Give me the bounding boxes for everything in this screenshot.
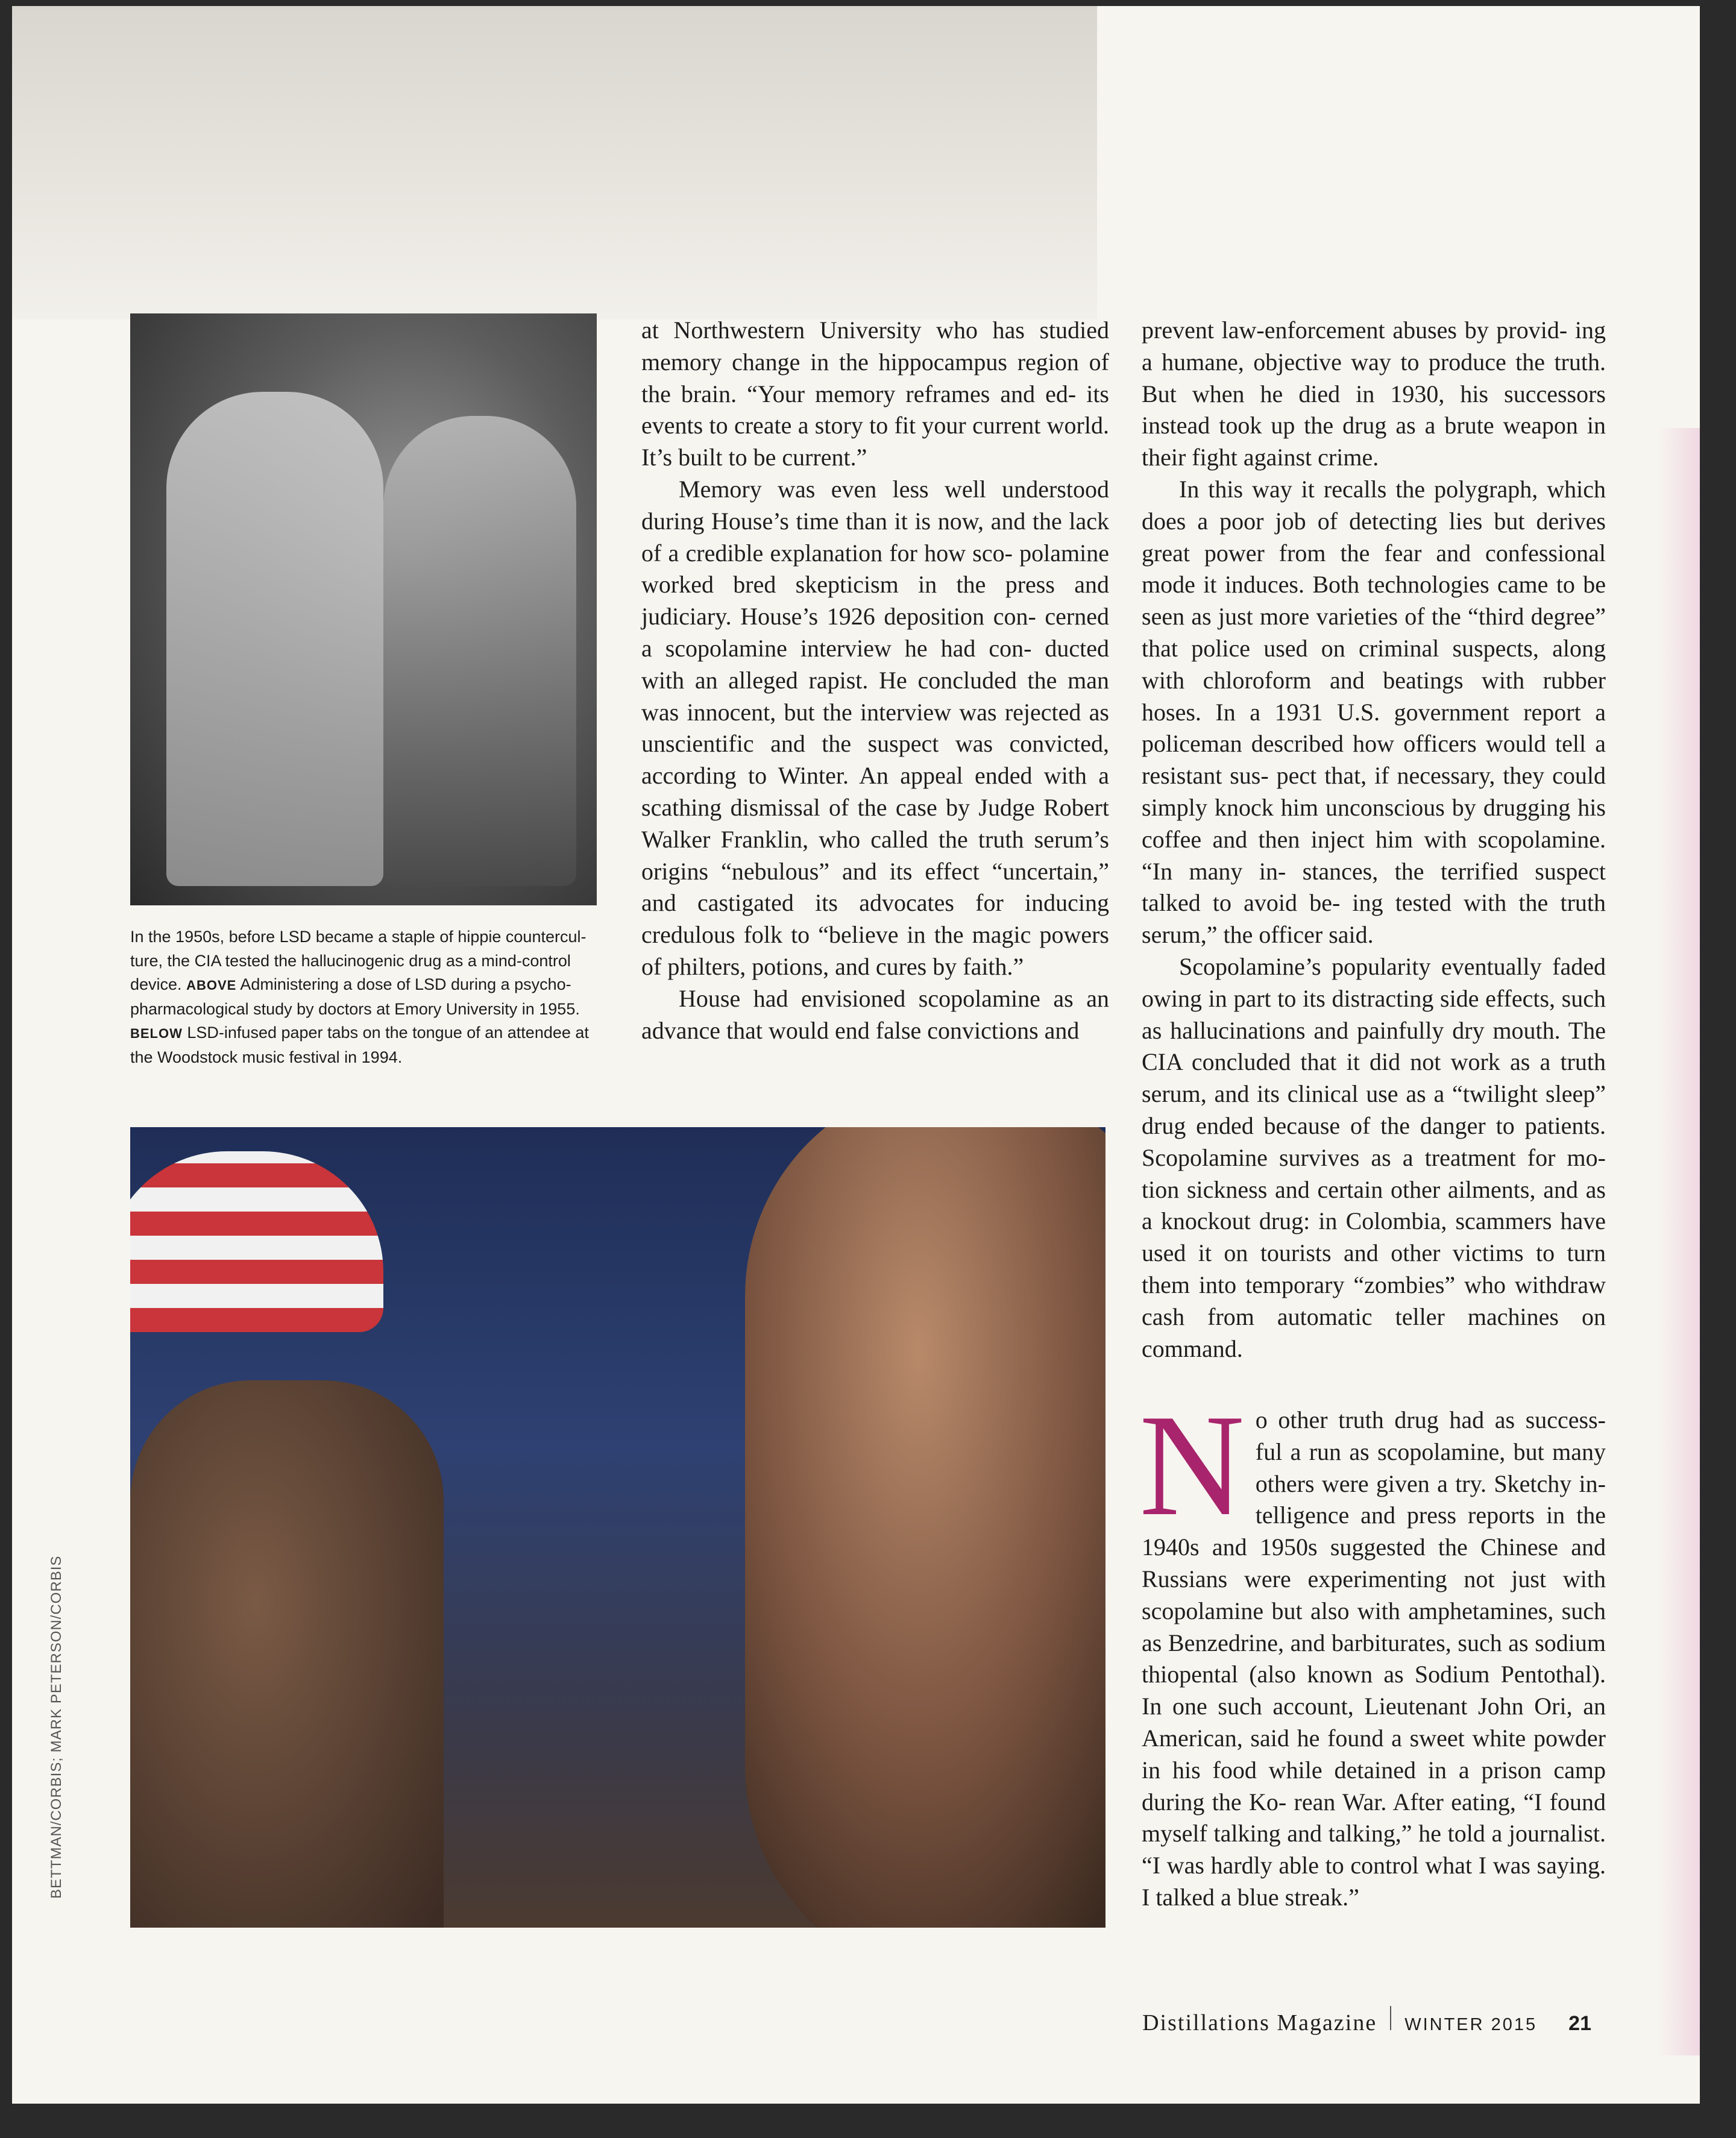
attendee-figure: [130, 1380, 444, 1928]
paragraph: Scopolamine’s popularity eventually faded owing in part to its distracting side effects, such as hallucinations and painfully dry mouth. The CIA concluded that it did not work as a truth serum, and its clinical use as a “twilight sleep” drug ended because of the danger to patients. Scopolamine survives as a treatment for mo- tion sickness and certain other ailments, and as a knockout drug: in Colombia, scammers have used it on tourists and other victims to turn them into temporary “zombies” who withdraw cash from automatic teller machines on command.: [1142, 952, 1606, 1362]
article-column-3: [1142, 315, 1606, 1365]
caption-above-text: Administering a dose of LSD during a psycho- pharmacological study by doctors at Emory University in 1955.: [130, 975, 580, 1018]
issue-label: WINTER 2015: [1404, 2015, 1538, 2034]
photo-lsd-study-1955: [130, 313, 597, 905]
photo-woodstock-1994: [130, 1127, 1105, 1928]
section2-text: o other truth drug had as success- ful a run as scopolamine, but many others were given a try. Sketchy in- telligence and press reports in the 1940s and 1950s suggested the Chinese and Russians were experimenting not just with scopolamine but also with amphetamines, such as Benzedrine, and barbiturates, such as sodium thiopental (also known as Sodium Pentothal). In one such account, Lieutenant John Ori, an American, said he found a sweet white powder in his food while detained in a prison camp during the Ko- rean War. After eating, “I found myself talking and talking,” he told a journalist. “I was hardly able to control what I was saying. I talked a blue streak.”: [1142, 1406, 1606, 1911]
photo-credit: BETTMAN/CORBIS; MARK PETERSON/CORBIS: [48, 1555, 64, 1899]
page-number: 21: [1568, 2012, 1591, 2035]
paragraph: In this way it recalls the polygraph, which does a poor job of detecting lies but derives great power from the fear and confessional mode it induces. Both technologies came to be seen as just more varieties of the “third degree” that police used on criminal suspects, along with chloroform and beatings with rubber hoses. In a 1931 U.S. government report a policeman described how officers would tell a resistant sus- pect that, if necessary, they could simply knock him unconscious by drugging his coffee and then inject him with scopolamine. “In many in- stances, the terrified suspect talked to avoid be- ing tested with the truth serum,” the officer said.: [1142, 475, 1606, 949]
article-section-2: [1139, 1385, 1606, 1914]
footer-divider: [1390, 2006, 1391, 2030]
caption-above-label: ABOVE: [186, 978, 237, 993]
doctor-figure: [166, 392, 383, 886]
smiling-face-tongue: [745, 1127, 1105, 1928]
article-column-2: [641, 315, 1109, 1046]
paragraph: Memory was even less well understood during House’s time than it is now, and the lack of a credible explanation for how sco- polamine worked bred skepticism in the press and judiciary. House’s 1926 deposition con- cerned a scopolamine interview he had con- ducted with an alleged rapist. He concluded the man was innocent, but the interview was rejected as unscientific and the suspect was convicted, according to Winter. An appeal ended with a scathing dismissal of the case by Judge Robert Walker Franklin, who called the truth serum’s origins “nebulous” and its effect “uncertain,” and castigated its advocates for inducing credulous folk to “believe in the magic powers of philters, potions, and cures by faith.”: [641, 475, 1109, 980]
page-footer: [1142, 2006, 1591, 2036]
magazine-page: [12, 6, 1700, 2104]
paragraph: House had envisioned scopolamine as an advance that would end false convictions and: [641, 984, 1109, 1044]
flag-hat: [130, 1151, 383, 1332]
caption-intro: In the 1950s, before LSD became a staple of hippie countercul- ture, the CIA tested the hallucinogenic drug as a mind-control device.: [130, 928, 587, 993]
caption-below-text: LSD-infused paper tabs on the tongue of an attendee at the Woodstock music festival in 1994.: [130, 1023, 589, 1066]
photo-caption: [130, 925, 597, 1069]
magazine-name: Distillations Magazine: [1142, 2010, 1377, 2036]
paragraph: at Northwestern University who has studied memory change in the hippocampus region of the brain. “Your memory reframes and ed- its events to create a story to fit your current world. It’s built to be current.”: [641, 316, 1109, 471]
background-photo-bleed: [12, 6, 1097, 319]
page-edge-tint: [1658, 428, 1700, 2055]
paragraph: prevent law-enforcement abuses by provid- ing a humane, objective way to produce the truth. But when he died in 1930, his successors instead took up the drug as a brute weapon in their fight against crime.: [1142, 316, 1606, 471]
patient-figure: [383, 416, 576, 886]
drop-cap: N: [1139, 1385, 1245, 1546]
caption-below-label: BELOW: [130, 1026, 183, 1041]
